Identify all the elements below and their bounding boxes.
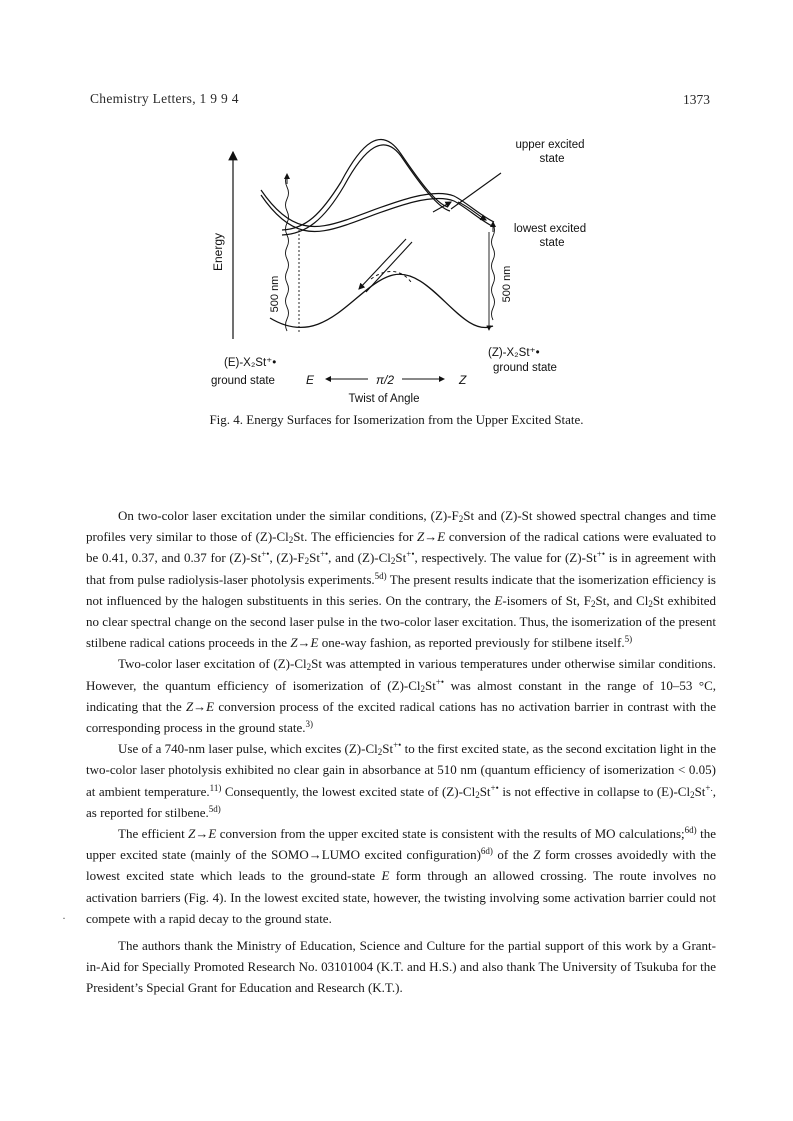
e-state-label: (E)-X₂St⁺• — [224, 357, 277, 369]
lowest-excited-label-1: lowest excited — [513, 223, 587, 235]
paragraph-3: Use of a 740-nm laser pulse, which excites $(Z)-Cl_2St^{+•}$ to the first excited state, as the second excitation light in the two-color laser photolysis exhibited no clear gain in absorbance at 510 nm (quantum efficiency of isomerization < 0.05) at ambient temperature.$^{11)}$ Consequently, the lowest excited state of $(Z)-Cl_2St^{+•}$ is not effective in collapse to $(E)-Cl_2St^{+.}$, as reported for stilbene.$^{5d)}$ — [86, 740, 717, 820]
z-state-label: (Z)-X₂St⁺• — [488, 347, 540, 359]
upper-arrow-2 — [458, 202, 486, 220]
ground-state-curve — [270, 274, 493, 327]
lowest-excited-curve-inner — [261, 195, 494, 232]
upper-excited-label-2: state — [539, 153, 565, 165]
energy-surface-figure — [196, 134, 596, 414]
right-500nm-label: 500 nm — [501, 265, 513, 303]
left-500nm-label: 500 nm — [269, 275, 281, 313]
axis-mid-label: π/2 — [375, 373, 395, 387]
relaxation-arrow-1 — [359, 239, 406, 289]
z-ground-label: ground state — [493, 362, 557, 374]
acknowledgement: The authors thank the Ministry of Education, Science and Culture for the partial support of this work by a Grant-in-Aid for Specially Promoted Research No. 03101004 (K.T. and H.S.) and also thank The University of Tsukuba for the President’s Special Grant for Education and Research (K.T.). — [86, 938, 716, 996]
axis-z-label: Z — [459, 373, 467, 387]
paragraph-4: The efficient Z→E conversion from the upper excited state is consistent with the results of MO calculations;$^{6d)}$ the upper excited state (mainly of the SOMO→LUMO excited configuration)$^{6d)}$ of the Z form crosses avoidedly with the lowest excited state which leads to the ground-state E form through an allowed crossing. The route involves no activation barriers (Fig. 4). In the lowest excited state, however, the twisting involving some activation barrier could not compete with a rapid decay to the ground state. — [86, 825, 716, 926]
lowest-excited-label-2: state — [539, 237, 565, 249]
relaxation-arrow-2 — [366, 242, 412, 292]
axis-title: Twist of Angle — [348, 393, 420, 405]
figure-caption: Fig. 4. Energy Surfaces for Isomerization from the Upper Excited State. — [209, 412, 584, 427]
left-excitation-wavy — [286, 175, 289, 331]
upper-excited-tail — [451, 173, 501, 209]
paragraph-2: Two-color laser excitation of $(Z)-Cl_2St$ was attempted in various temperatures under otherwise similar conditions. However, the quantum efficiency of isomerization of $(Z)-Cl_2St^{+•}$ was almost constant in the range of 10–53 °C, indicating that the Z→E conversion process of the excited radical cations has no activation barrier in contrast with the corresponding process in the ground state.$^{3)}$ — [86, 656, 716, 736]
e-ground-label: ground state — [211, 375, 275, 387]
journal-header: Chemistry Letters, 1 9 9 4 — [90, 91, 239, 106]
body-text — [86, 505, 716, 999]
upper-excited-label-1: upper excited — [515, 139, 585, 151]
page-number: 1373 — [683, 92, 710, 107]
margin-mark: · — [62, 911, 66, 925]
paragraph-1: On two-color laser excitation under the similar conditions, $(Z)-F_2St$ and (Z)-St showed spectral changes and time profiles very similar to those of $(Z)-Cl_2St$. The efficiencies for Z→E conversion of the radical cations were evaluated to be 0.41, 0.37, and 0.37 for (Z)-St+•, $(Z)-F_2St^{+•}$, and $(Z)-Cl_2St^{+•}$, respectively. The value for (Z)-St+• is in agreement with that from pulse radiolysis-laser photolysis experiments.$^{5d)}$ The present results indicate that the isomerization efficiency is not influenced by the halogen substituents in this series. On the contrary, the E-isomers of St, $F_2St$, and $Cl_2St$ exhibited no clear spectral change on the second laser pulse in the two-color laser excitation. Thus, the isomerization of the present stilbene radical cations proceeds in the Z→E one-way fashion, as reported previously for stilbene itself.$^{5)}$ — [86, 508, 717, 651]
lowest-excited-curve — [261, 190, 494, 227]
upper-excited-curve — [282, 139, 448, 230]
energy-axis-label: Energy — [211, 232, 225, 272]
axis-e-label: E — [306, 373, 315, 387]
right-excitation-wavy — [492, 224, 495, 320]
